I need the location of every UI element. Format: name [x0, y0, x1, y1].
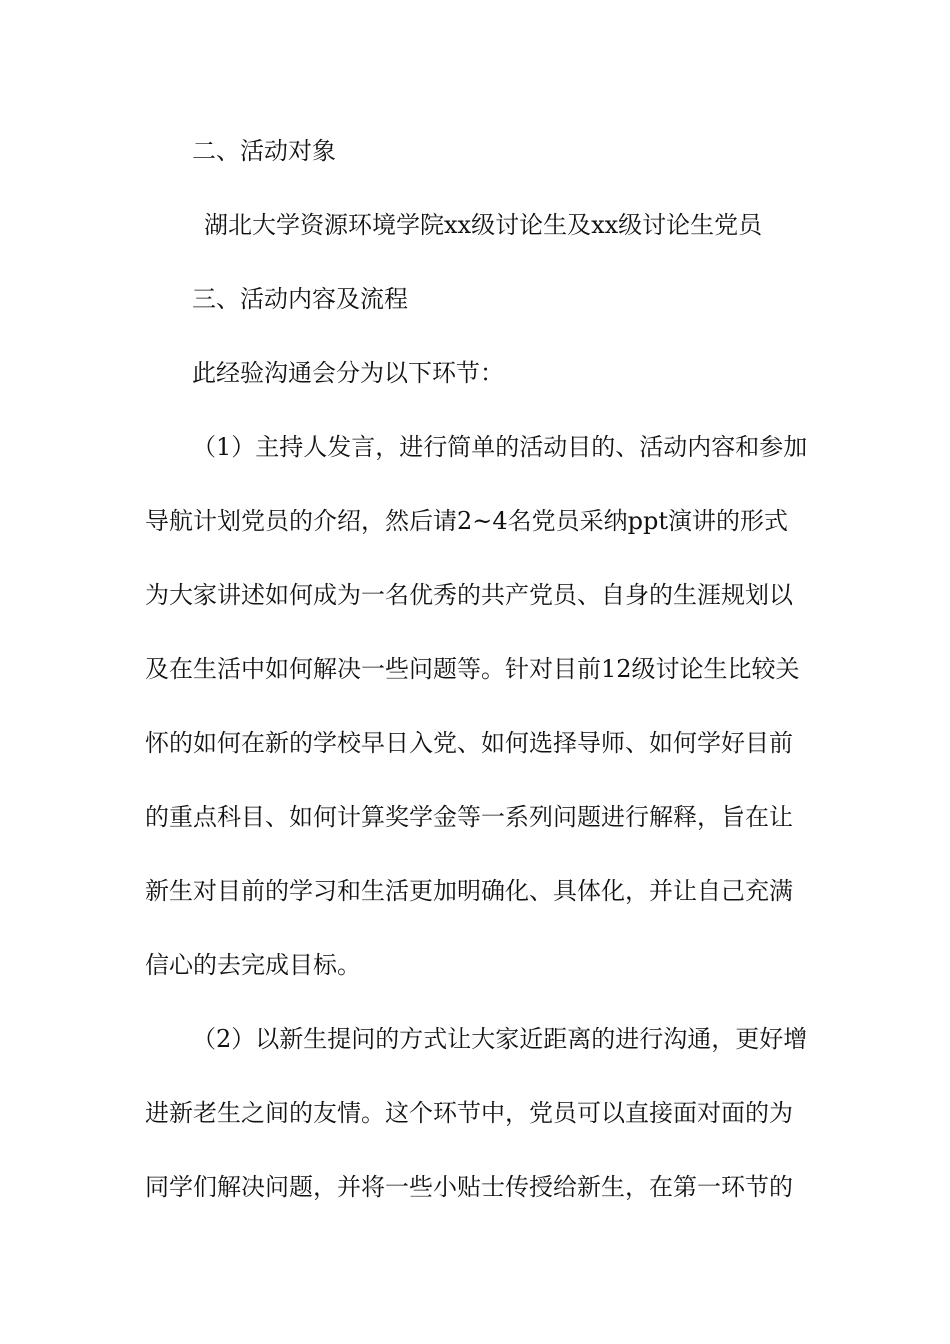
paragraph-line: 怀的如何在新的学校早日入党、如何选择导师、如何学好目前	[145, 729, 793, 757]
paragraph-line: 导航计划党员的介绍，然后请2~4名党员采纳ppt演讲的形式	[145, 507, 789, 535]
paragraph-line: 进新老生之间的友情。这个环节中，党员可以直接面对面的为	[145, 1099, 793, 1127]
paragraph-line: 为大家讲述如何成为一名优秀的共产党员、自身的生涯规划以	[145, 581, 793, 609]
section-heading-activity-content: 三、活动内容及流程	[192, 285, 408, 313]
paragraph-line: （2）以新生提问的方式让大家近距离的进行沟通，更好增	[192, 1025, 808, 1053]
activity-target-text: 湖北大学资源环境学院xx级讨论生及xx级讨论生党员	[204, 211, 763, 239]
paragraph-line: 新生对目前的学习和生活更加明确化、具体化，并让自己充满	[145, 877, 793, 905]
intro-paragraph: 此经验沟通会分为以下环节：	[192, 359, 504, 387]
paragraph-line: 的重点科目、如何计算奖学金等一系列问题进行解释，旨在让	[145, 803, 793, 831]
paragraph-line: 及在生活中如何解决一些问题等。针对目前12级讨论生比较关	[145, 655, 800, 683]
section-heading-activity-target: 二、活动对象	[192, 137, 336, 165]
paragraph-line: 信心的去完成目标。	[145, 951, 361, 979]
paragraph-line: （1）主持人发言，进行简单的活动目的、活动内容和参加	[192, 433, 808, 461]
paragraph-line: 同学们解决问题，并将一些小贴士传授给新生，在第一环节的	[145, 1173, 793, 1201]
